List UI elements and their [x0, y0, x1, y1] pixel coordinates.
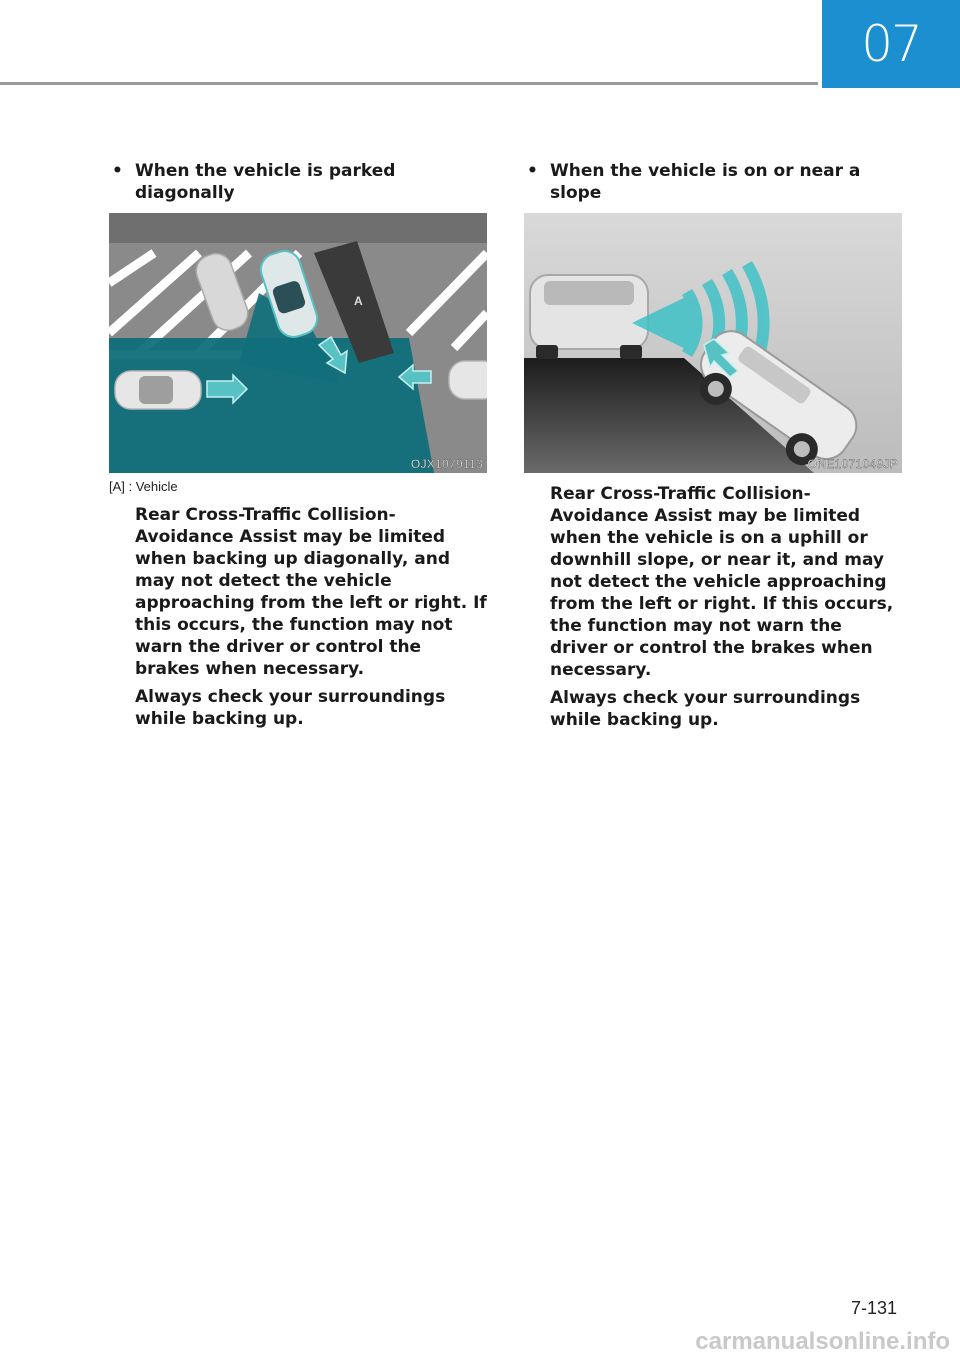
bullet-icon: •	[527, 161, 538, 181]
right-bullet-heading	[524, 160, 902, 204]
bullet-icon: •	[112, 161, 123, 181]
right-column	[524, 160, 902, 731]
figure-code: ONE1071049JP	[807, 457, 898, 471]
right-heading-text: When the vehicle is on or near a slope	[550, 161, 861, 203]
left-heading-text: When the vehicle is parked diagonally	[135, 161, 396, 203]
figure-caption: [A] : Vehicle	[109, 479, 178, 494]
left-paragraph-1: Rear Cross-Traffic Collision-Avoidance Assist may be limited when backing up diagonally, and may not detect the vehicle approaching from the left or right. If this occurs, the function may not warn the driver or control the brakes when necessary.	[135, 505, 487, 679]
vehicle-a-label: A	[354, 294, 363, 308]
left-column	[109, 160, 487, 730]
figure-code: OJX1079113	[410, 457, 483, 471]
right-paragraph-2: Always check your surroundings while backing up.	[550, 688, 861, 730]
page-number: 7-131	[851, 1298, 898, 1318]
right-paragraph-1: Rear Cross-Traffic Collision-Avoidance Assist may be limited when the vehicle is on a uphill or downhill slope, or near it, and may not detect the vehicle approaching from the left or right. If this occurs, the function may not warn the driver or control the brakes when necessary.	[550, 484, 894, 680]
chapter-number: 07	[861, 15, 921, 73]
header-rule	[0, 82, 818, 85]
chapter-tab	[822, 0, 960, 88]
diagonal-parking-illustration	[109, 213, 487, 473]
slope-figure	[524, 213, 902, 473]
slope-illustration	[524, 213, 902, 473]
watermark: carmanualsonline.info	[695, 1328, 950, 1355]
left-paragraph-2: Always check your surroundings while backing up.	[135, 687, 446, 729]
diagonal-parking-figure	[109, 213, 487, 473]
left-bullet-heading	[109, 160, 487, 204]
